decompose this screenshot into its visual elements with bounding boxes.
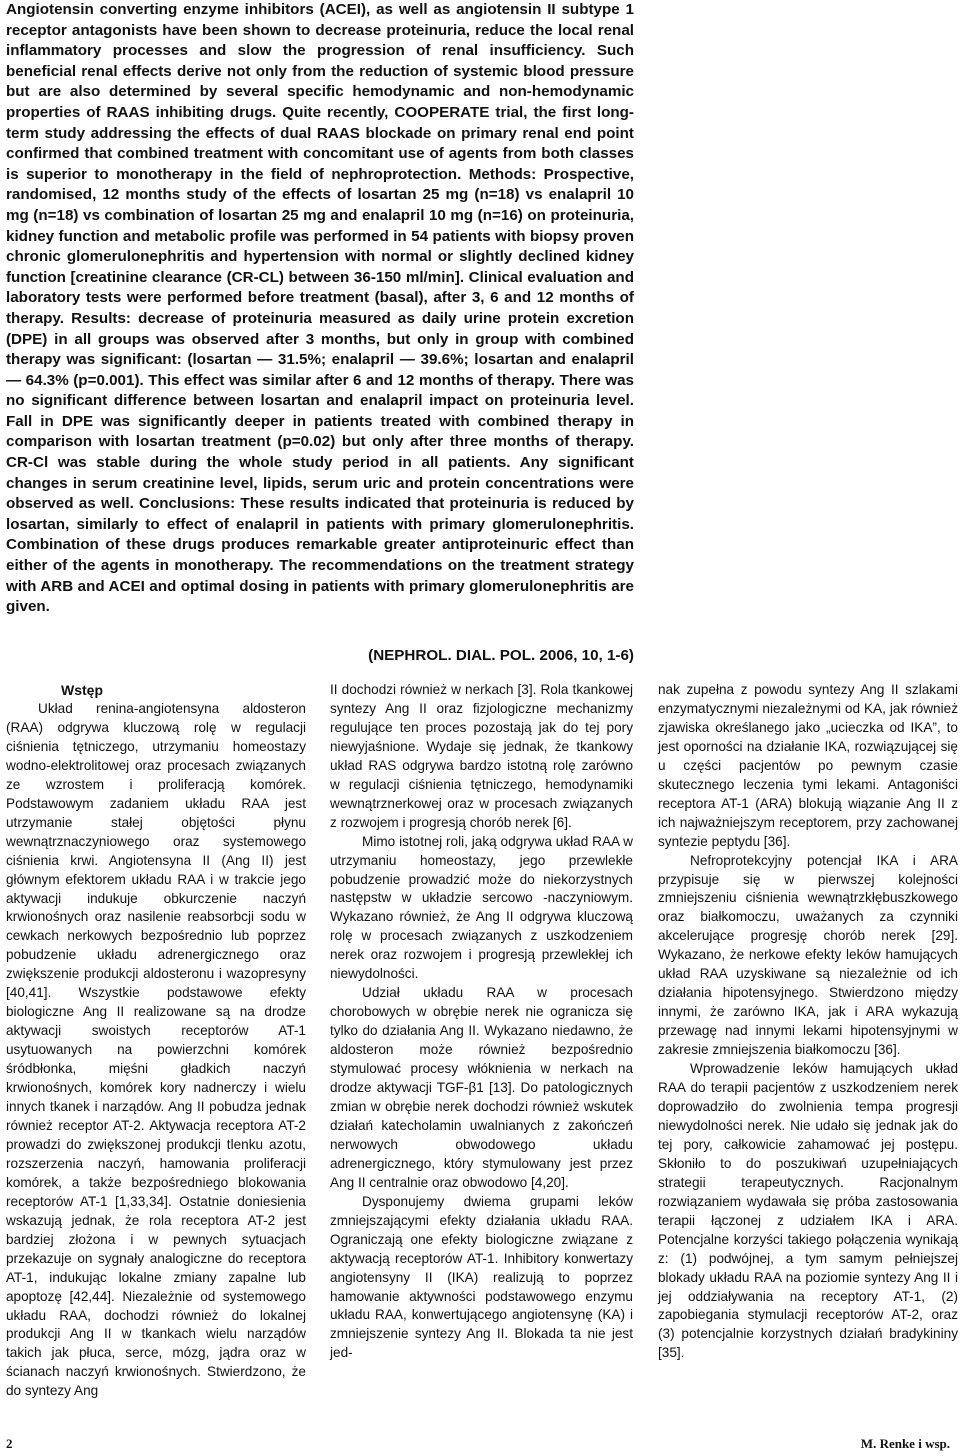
paragraph: Mimo istotnej roli, jaką odgrywa układ RAA w utrzymaniu homeostazy, jego przewlekłe pobudzenie prowadzić może do niekorzystnych następstw w układzie sercowo -naczyniowym. Wykazano również, że Ang II odgrywa kluczową rolę w procesach związanych z uszkodzeniem nerek oraz rozwojem i progresją przewlekłej ich niewydolności.: [330, 833, 633, 982]
running-author: M. Renke i wsp.: [860, 1436, 950, 1451]
journal-citation: (NEPHROL. DIAL. POL. 2006, 10, 1-6): [368, 647, 634, 664]
paragraph: Nefroprotekcyjny potencjał IKA i ARA przypisuje się w pierwszej kolejności zmniejszeniu ciśnienia wewnątrzkłębuszkowego oraz białkomoczu, uważanych za czynniki akcelerujące progresję chorób nerek [29]. Wykazano, że nerkowe efekty leków hamujących układ RAA uzyskiwane są niezależnie od ich działania hipotensyjnego. Stwierdzono między innymi, że zarówno IKA, jak i ARA wykazują przewagę nad innymi lekami hipotensyjnymi w zakresie zmniejszenia białkomoczu [36].: [658, 852, 958, 1058]
paragraph: Układ renina-angiotensyna aldosteron (RAA) odgrywa kluczową rolę w regulacji ciśnienia tętniczego, utrzymaniu homeostazy wodno-elektrolitowej oraz procesach związanych ze wzrostem i proliferacją komórek. Podstawowym zadaniem układu RAA jest utrzymanie stałej objętości płynu wewnątrznaczyniowego oraz systemowego ciśnienia krwi. Angiotensyna II (Ang II) jest głównym efektorem układu RAA i w trakcie jego aktywacji indukuje obkurczenie naczyń krwionośnych oraz nasilenie reabsorbcji sodu w cewkach nerkowych bezpośrednio lub poprzez pobudzenie układu adrenergicznego oraz zwiększenie produkcji aldosteronu i wazopresyny [40,41]. Wszystkie podstawowe efekty biologiczne Ang II realizowane są na drodze aktywacji swoistych receptorów AT-1 usytuowanych na powierzchni komórek śródbłonka, mięśni gładkich naczyń krwionośnych, komórek kory nadnerczy i wielu innych tkanek i narządów. Ang II pobudza jednak również receptor AT-2. Aktywacja receptora AT-2 prowadzi do zwiększonej produkcji tlenku azotu, rozszerzenia naczyń, hamowania proliferacji komórek, a także bezpośredniego blokowania receptorów AT-1 [1,33,34]. Ostatnie doniesienia wskazują jednak, że rola receptora AT-2 jest bardziej złożona i w pewnych sytuacjach przekazuje on sygnały analogiczne do receptora AT-1, indukując lokalne zmiany zapalne lub apoptozę [42,44]. Niezależnie od systemowego układu RAA, dochodzi również do lokalnej produkcji Ang II w tkankach wielu narządów takich jak płuca, serce, mózg, jądra oraz w ścianach naczyń krwionośnych. Stwierdzono, że do syntezy Ang: [6, 701, 306, 1399]
abstract-text: Angiotensin converting enzyme inhibitors (ACEI), as well as angiotensin II subtype 1 receptor antagonists have been shown to decrease proteinuria, reduce the local renal inflammatory processes and slow the progression of renal insufficiency. Such beneficial renal effects derive not only from the reduction of systemic blood pressure but are also determined by several specific hemodynamic and non-hemodynamic properties of RAAS inhibiting drugs. Quite recently, COOPERATE trial, the first long-term study addressing the effects of dual RAAS blockade on primary renal end point confirmed that combined treatment with concomitant use of agents from both classes is superior to monotherapy in the field of nephroprotection. Methods: Prospective, randomised, 12 months study of the effects of losartan 25 mg (n=18) vs enalapril 10 mg (n=18) vs combination of losartan 25 mg and enalapril 10 mg (n=16) on proteinuria, kidney function and metabolic profile was performed in 54 patients with biopsy proven chronic glomerulonephritis and hypertension with normal or slightly declined kidney function [creatinine clearance (CR-CL) between 36-150 ml/min]. Clinical evaluation and laboratory tests were performed before treatment (basal), after 3, 6 and 12 months of therapy. Results: decrease of proteinuria measured as daily urine protein excretion (DPE) in all groups was observed after 3 months, but only in group with combined therapy was significant: (losartan — 31.5%; enalapril — 39.6%; losartan and enalapril — 64.3% (p=0.001). This effect was similar after 6 and 12 months of therapy. There was no significant difference between losartan and enalapril impact on proteinuria level. Fall in DPE was significantly deeper in patients treated with combined therapy in comparison with losartan treatment (p=0.02) but only after three months of therapy. CR-Cl was stable during the whole study period in all patients. Any significant changes in serum creatinine level, lipids, serum uric and protein concentrations were observed as well. Conclusions: These results indicated that proteinuria is reduced by losartan, similarly to effect of enalapril in patients with primary glomerulonephritis. Combination of these drugs produces remarkable greater antiproteinuric effect than either of the agents in monotherapy. The recommendations on the treatment strategy with ARB and ACEI and optimal dosing in patients with primary glomerulonephritis are given.: [6, 1, 634, 616]
body-column-2: [330, 681, 633, 1363]
page-number: 2: [6, 1436, 13, 1451]
paragraph: Udział układu RAA w procesach chorobowych w obrębie nerek nie ogranicza się tylko do działania Ang II. Wykazano niedawno, że aldosteron może również bezpośrednio stymulować procesy włóknienia w nerkach na drodze aktywacji TGF-β1 [13]. Do patologicznych zmian w obrębie nerek dochodzi również wskutek działań katecholamin uwalnianych z zakończeń nerwowych obwodowego układu adrenergicznego, który stymulowany jest przez Ang II centralnie oraz obwodowo [4,20].: [330, 985, 633, 1190]
body-column-1: [6, 681, 306, 1401]
body-column-3: [658, 681, 958, 1363]
section-heading: Wstęp: [61, 682, 103, 698]
paragraph: nak zupełna z powodu syntezy Ang II szlakami enzymatycznymi niezależnymi od KA, jak również zjawiska określanego jako „ucieczka od IKA”, to jest oporności na działanie IKA, rozwiązującej się u części pacjentów po pewnym czasie skutecznego leczenia tymi lekami. Antagoniści receptora AT-1 (ARA) blokują wiązanie Ang II z ich najważniejszym receptorem, przy zachowanej syntezie peptydu [36].: [658, 682, 958, 849]
paragraph: II dochodzi również w nerkach [3]. Rola tkankowej syntezy Ang II oraz fizjologiczne mechanizmy regulujące ten proces pozostają jak do tej pory niewyjaśnione. Wydaje się jednak, że tkankowy układ RAS odgrywa bardzo istotną rolę zarówno w regulacji ciśnienia tętniczego, hemodynamiki wewnątrznerkowej oraz w procesach związanych z rozwojem i progresją chorób nerek [6].: [330, 682, 633, 830]
paragraph: Dysponujemy dwiema grupami leków zmniejszającymi efekty działania układu RAA. Ograniczają one efekty biologiczne związane z aktywacją receptorów AT-1. Inhibitory konwertazy angiotensyny II (IKA) realizują to poprzez hamowanie aktywności podstawowego enzymu układu RAA, konwertującego angiotensynę (KA) i zmniejszenie syntezy Ang II. Blokada ta nie jest jed-: [330, 1193, 633, 1361]
paragraph: Wprowadzenie leków hamujących układ RAA do terapii pacjentów z uszkodzeniem nerek doprowadziło do zwolnienia tempa progresji niewydolności nerek. Nie udało się jednak jak do tej pory, całkowicie zahamować jej postępu. Skłoniło to do poszukiwań uzupełniających strategii terapeutycznych. Racjonalnym rozwiązaniem wydawała się próba zastosowania terapii łączonej z udziałem IKA i ARA. Potencjalne korzyści takiego połączenia wynikają z: (1) podwójnej, a tym samym pełniejszej blokady układu RAA na poziomie syntezy Ang II i jej oddziaływania na receptory AT-1, (2) zapobiegania stymulacji receptorów AT-2, oraz (3) potencjalnie korzystnych działań bradykininy [35].: [658, 1061, 958, 1361]
